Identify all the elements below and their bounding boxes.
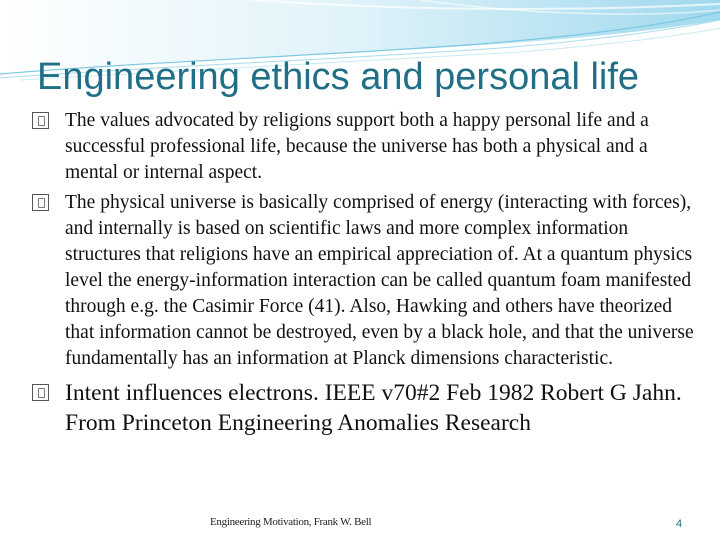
missing-glyph-bullet-icon — [32, 112, 49, 129]
page-number: 4 — [676, 518, 683, 530]
slide-title: Engineering ethics and personal life — [37, 56, 640, 98]
bullet-item — [32, 108, 697, 186]
slide-body — [32, 108, 697, 442]
missing-glyph-bullet-icon — [32, 384, 49, 401]
bullet-item — [32, 190, 697, 372]
bullet-item — [32, 378, 697, 438]
bullet-text: The physical universe is basically comprised of energy (interacting with forces), and internally is based on scientific laws and more complex information structures that religions have an empirical appreciation of. At a quantum physics level the energy-information interaction can be called quantum foam manifested through e.g. the Casimir Force (41). Also, Hawking and others have theorized that information cannot be destroyed, even by a black hole, and that the universe fundamentally has an information at Planck dimensions characteristic. — [65, 192, 694, 369]
slide-footer: Engineering Motivation, Frank W. Bell — [210, 516, 372, 528]
bullet-text: The values advocated by religions support both a happy personal life and a successful professional life, because the universe has both a physical and a mental or internal aspect. — [65, 110, 649, 183]
bullet-text: Intent influences electrons. IEEE v70#2 Feb 1982 Robert G Jahn. From Princeton Engineering Anomalies Research — [65, 380, 682, 436]
missing-glyph-bullet-icon — [32, 194, 49, 211]
